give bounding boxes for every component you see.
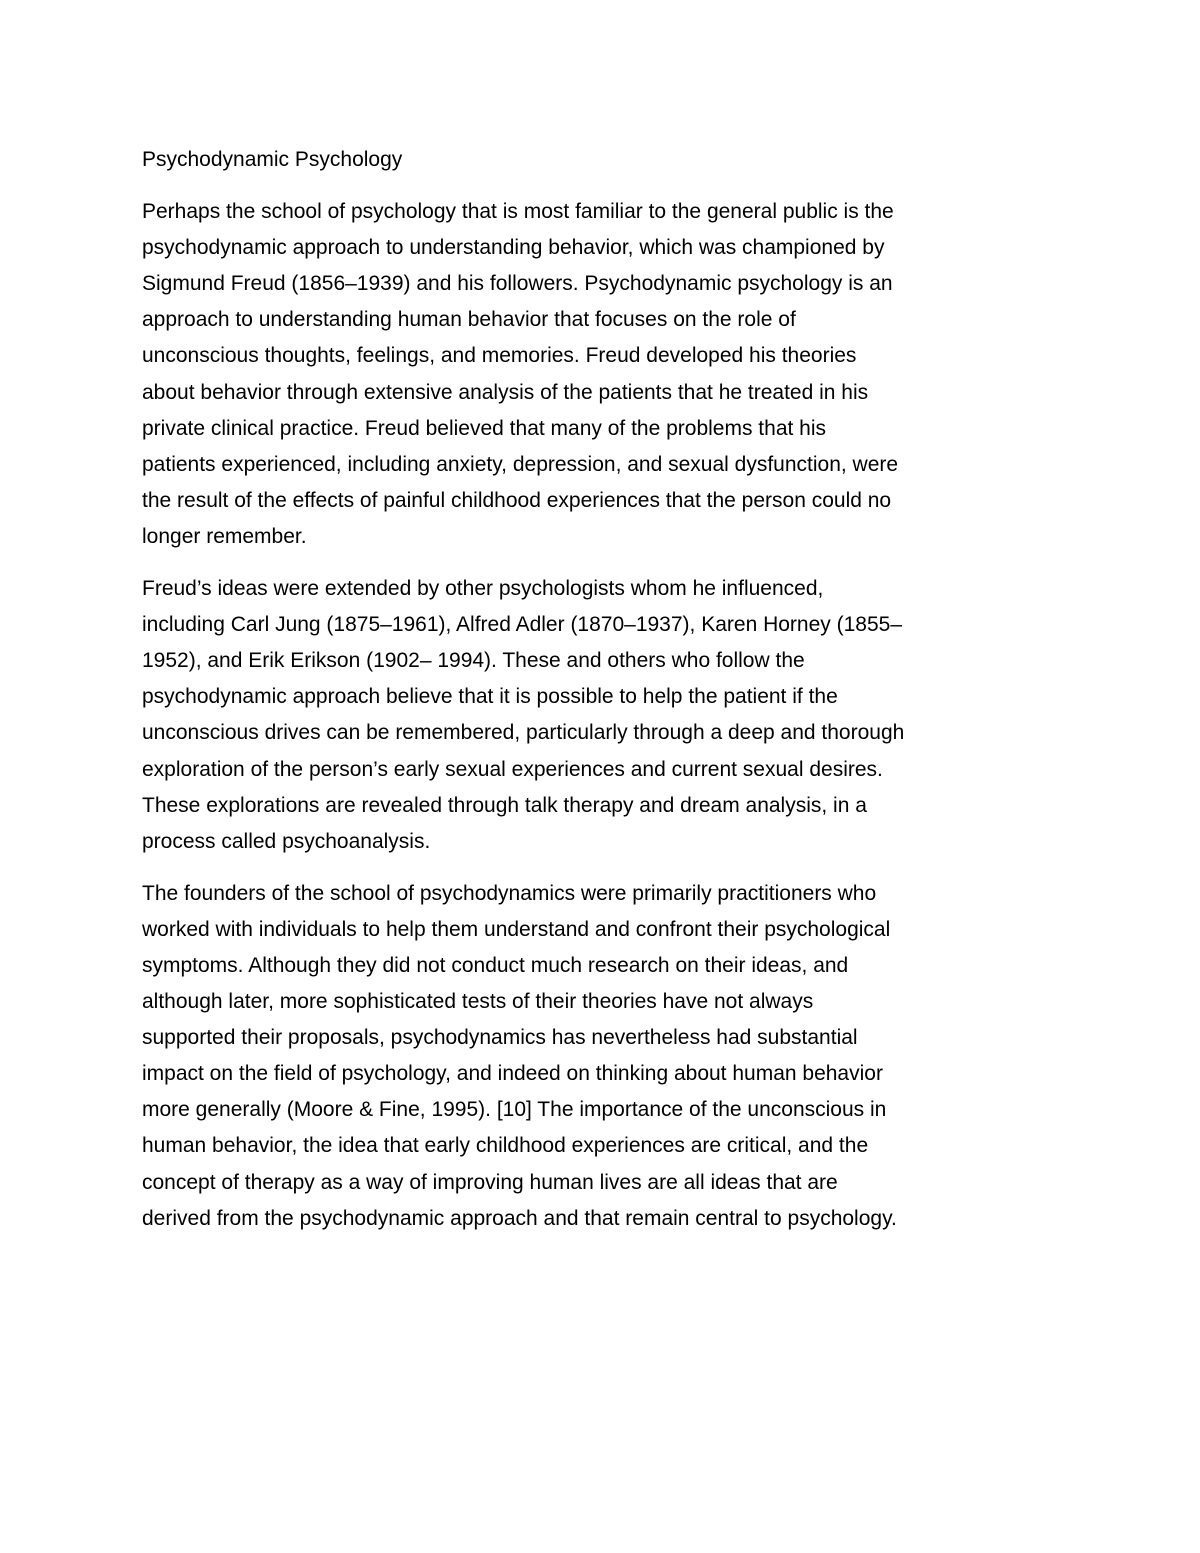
text-line: exploration of the person’s early sexual experiences and current sexual desires. <box>142 757 883 781</box>
text-line: Perhaps the school of psychology that is most familiar to the general public is the <box>142 200 894 224</box>
text-line: symptoms. Although they did not conduct much research on their ideas, and <box>142 953 849 977</box>
text-line: longer remember. <box>142 524 307 548</box>
text-line: Freud’s ideas were extended by other psychologists whom he influenced, <box>142 577 824 601</box>
text-line: supported their proposals, psychodynamics has nevertheless had substantial <box>142 1026 858 1050</box>
text-line: process called psychoanalysis. <box>142 829 431 853</box>
text-line: private clinical practice. Freud believed that many of the problems that his <box>142 416 827 440</box>
document-title: Psychodynamic Psychology <box>142 148 403 171</box>
text-line: 1952), and Erik Erikson (1902– 1994). These and others who follow the <box>142 649 805 673</box>
text-line: including Carl Jung (1875–1961), Alfred Adler (1870–1937), Karen Horney (1855– <box>142 613 902 637</box>
document-body <box>142 142 1064 1253</box>
text-line: psychodynamic approach to understanding behavior, which was championed by <box>142 236 885 260</box>
text-line: approach to understanding human behavior that focuses on the role of <box>142 308 796 332</box>
paragraph <box>142 876 1064 1237</box>
text-line: about behavior through extensive analysis of the patients that he treated in his <box>142 380 869 404</box>
text-line: unconscious drives can be remembered, particularly through a deep and thorough <box>142 721 905 745</box>
text-line: human behavior, the idea that early childhood experiences are critical, and the <box>142 1134 869 1158</box>
text-line: The founders of the school of psychodynamics were primarily practitioners who <box>142 881 877 905</box>
text-line: more generally (Moore & Fine, 1995). [10] The importance of the unconscious in <box>142 1098 887 1122</box>
text-line: derived from the psychodynamic approach and that remain central to psychology. <box>142 1206 897 1230</box>
text-line: unconscious thoughts, feelings, and memories. Freud developed his theories <box>142 344 857 368</box>
paragraph <box>142 194 1064 555</box>
text-line: Sigmund Freud (1856–1939) and his followers. Psychodynamic psychology is an <box>142 272 893 296</box>
text-line: the result of the effects of painful childhood experiences that the person could no <box>142 488 892 512</box>
text-line: although later, more sophisticated tests of their theories have not always <box>142 990 814 1014</box>
text-line: These explorations are revealed through talk therapy and dream analysis, in a <box>142 793 867 817</box>
text-line: impact on the field of psychology, and indeed on thinking about human behavior <box>142 1062 883 1086</box>
text-line: patients experienced, including anxiety, depression, and sexual dysfunction, were <box>142 452 899 476</box>
text-line: psychodynamic approach believe that it is possible to help the patient if the <box>142 685 838 709</box>
paragraph <box>142 571 1064 860</box>
text-line: concept of therapy as a way of improving human lives are all ideas that are <box>142 1170 838 1194</box>
text-line: worked with individuals to help them understand and confront their psychological <box>142 917 891 941</box>
